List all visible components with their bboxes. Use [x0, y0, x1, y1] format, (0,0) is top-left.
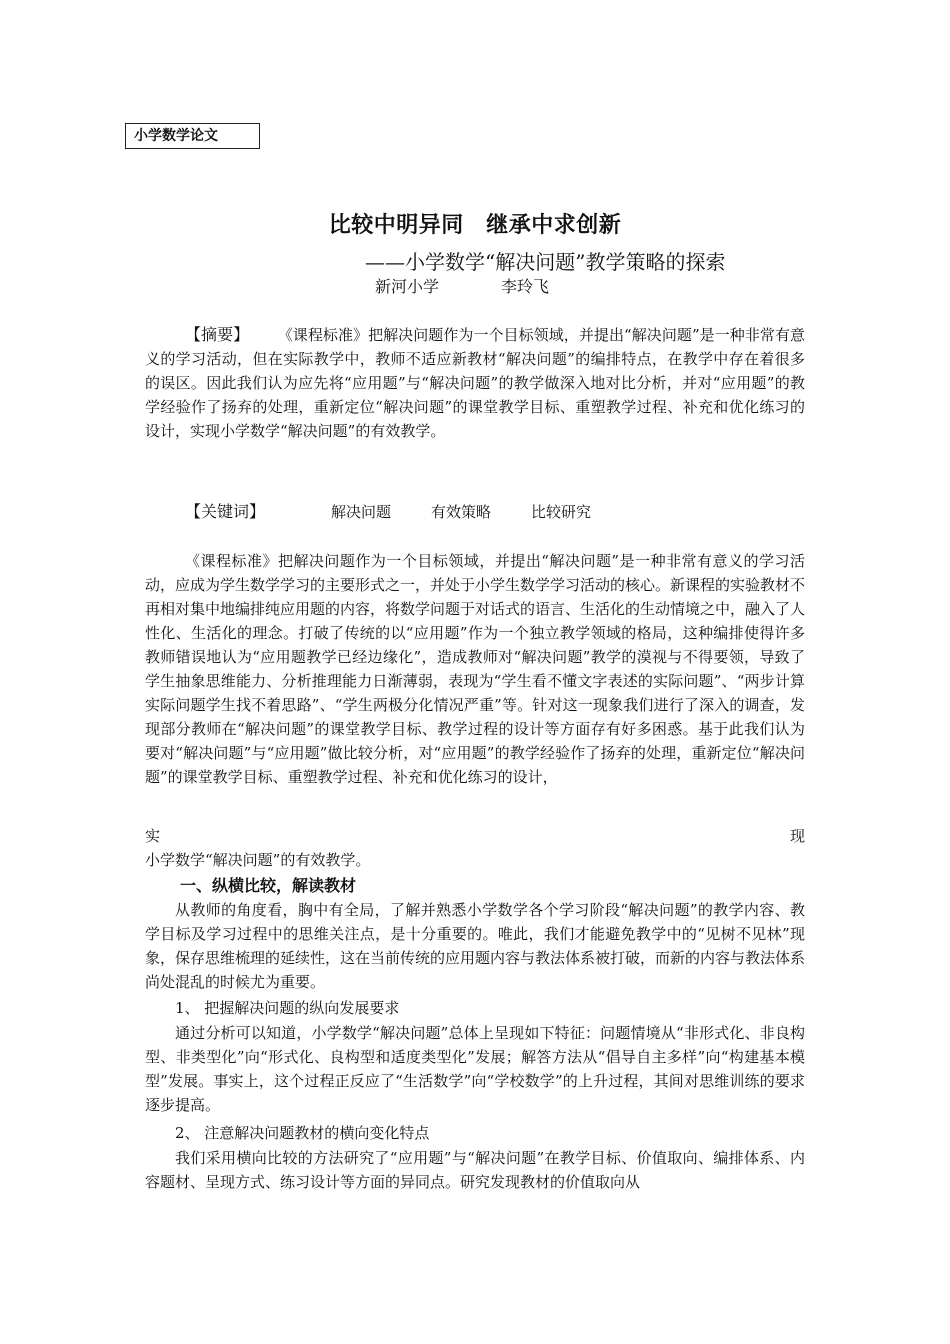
paper-title: 比较中明异同 继承中求创新: [328, 213, 622, 238]
author-name: 李玲飞: [501, 277, 550, 296]
keyword-item: 有效策略: [431, 503, 492, 521]
keywords-line: [185, 500, 631, 524]
keyword-item: 比较研究: [531, 503, 592, 521]
section-paragraph: 从教师的角度看，胸中有全局，了解并熟悉小学数学各个学习阶段“解决问题”的教学内容、教学目标及学习过程中的思维关注点，是十分重要的。唯此，我们才能避免教学中的“见树不见林”现象，保存思维梳理的延续性，这在当前传统的应用题内容与教法体系被打破，而新的内容与教法体系尚处混乱的时候尤为重要。: [145, 901, 806, 991]
abstract-label: 【摘要】: [185, 325, 250, 344]
school-name: 新河小学: [375, 277, 440, 296]
keywords-label: 【关键词】: [185, 502, 266, 521]
section-heading: 一、纵横比较，解读教材: [180, 876, 357, 895]
subsection-paragraph: 通过分析可以知道，小学数学“解决问题”总体上呈现如下特征：问题情境从“非形式化、非良构型、非类型化”向“形式化、良构型和适度类型化”发展；解答方法从“倡导自主多样”向“构建基本模型”发展。事实上，这个过程正反应了“生活数学”向“学校数学”的上升过程，其间对思维训练的要求逐步提高。: [145, 1024, 805, 1114]
subsection-heading: 1、 把握解决问题的纵向发展要求: [175, 999, 400, 1017]
abstract-text: 《课程标准》把解决问题作为一个目标领域，并提出“解决问题”是一种非常有意义的学习活动，但在实际教学中，教师不适应新教材“解决问题”的编排特点，在教学中存在着很多的误区。因此我们认为应先将“应用题”与“解决问题”的教学做深入地对比分析，并对“应用题”的教学经验作了扬弃的处理，重新定位“解决问题”的课堂教学目标、重塑教学过程、补充和优化练习的设计，实现小学数学“解决问题”的有效教学。: [145, 326, 805, 440]
keyword-item: 解决问题: [331, 503, 392, 521]
subsection-paragraph: 我们采用横向比较的方法研究了“应用题”与“解决问题”在教学目标、价值取向、编排体系、内容题材、呈现方式、练习设计等方面的异同点。研究发现教材的价值取向从: [145, 1149, 805, 1191]
spread-right-char: 现: [789, 827, 805, 845]
spread-left-char: 实: [145, 827, 161, 845]
intro-paragraph: 《课程标准》把解决问题作为一个目标领域，并提出“解决问题”是一种非常有意义的学习活动，应成为学生数学学习的主要形式之一，并处于小学生数学学习活动的核心。新课程的实验教材不再相对集中地编排纯应用题的内容，将数学问题于对话式的语言、生活化的生动情境之中，融入了人性化、生活化的理念。打破了传统的以“应用题”作为一个独立教学领域的格局，这种编排使得许多教师错误地认为“应用题教学已经边缘化”，造成教师对“解决问题”教学的漠视与不得要领，导致了学生抽象思维能力、分析推理能力日渐薄弱，表现为“学生看不懂文字表述的实际问题”、“两步计算实际问题学生找不着思路”、“学生两极分化情况严重”等。针对这一现象我们进行了深入的调查，发现部分教师在“解决问题”的课堂教学目标、教学过程的设计等方面存有好多困惑。基于此我们认为要对“解决问题”与“应用题”做比较分析，对“应用题”的教学经验作了扬弃的处理，重新定位“解决问题”的课堂教学目标、重塑教学过程、补充和优化练习的设计，: [145, 552, 806, 786]
intro-ending: 小学数学“解决问题”的有效教学。: [145, 851, 371, 869]
abstract-paragraph: [145, 323, 805, 443]
subsection-heading: 2、 注意解决问题教材的横向变化特点: [175, 1124, 430, 1142]
category-label-box: 小学数学论文: [125, 123, 260, 149]
intro-spread-line: [145, 824, 805, 848]
paper-subtitle: ——小学数学“解决问题”教学策略的探索: [365, 250, 726, 274]
author-line: [375, 276, 549, 298]
